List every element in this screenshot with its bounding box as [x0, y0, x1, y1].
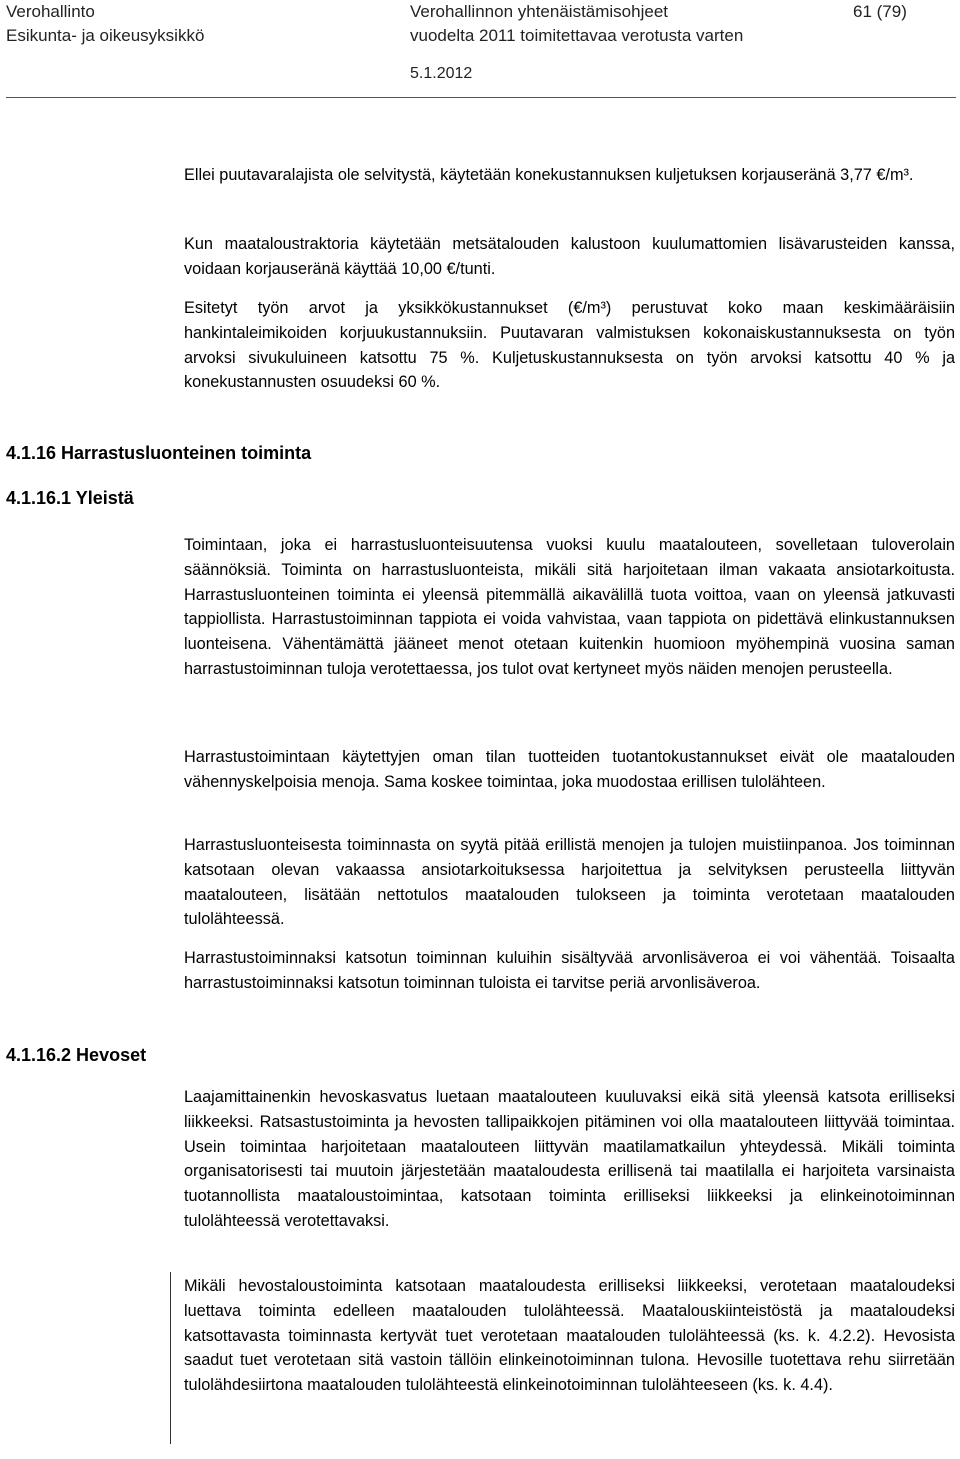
header-doc-title-1: Verohallinnon yhtenäistämisohjeet [410, 2, 669, 21]
header-doc-title-2: vuodelta 2011 toimitettavaa verotusta varten [410, 26, 744, 45]
paragraph-transport-correction: Ellei puutavaralajista ole selvitystä, käytetään konekustannuksen kuljetuksen korjauseränä 3,77 €/m³. [184, 166, 914, 184]
section-heading-4-1-16-2: 4.1.16.2 Hevoset [6, 1045, 147, 1065]
section-heading-4-1-16-1: 4.1.16.1 Yleistä [6, 488, 134, 508]
paragraph-bookkeeping: Harrastusluonteisesta toiminnasta on syytä pitää erillistä menojen ja tulojen muistiinpanoa. Jos toiminnan katsotaan olevan vakaassa ansiotarkoituksessa harjoitettua ja selvityksen perusteella liittyvän maatalouteen, lisätään nettotulos maatalouden tulokseen ja toiminta verotetaan maatalouden tulolähteessä. [184, 836, 955, 929]
header-org: Verohallinto [6, 2, 95, 21]
header-center [410, 0, 743, 86]
header-page-number: 61 (79) [853, 2, 907, 21]
header-unit: Esikunta- ja oikeusyksikkö [6, 26, 205, 45]
paragraph-work-values: Esitetyt työn arvot ja yksikkökustannukset (€/m³) perustuvat koko maan keskimääräisiin hankintaleimikoiden korjuukustannuksiin. Puutavaran valmistuksen kokonaiskustannuksesta on työn arvoksi sivukuluineen katsottu 75 %. Kuljetuskustannuksesta on työn arvoksi katsottu 40 % ja konekustannusten osuudeksi 60 %. [184, 299, 955, 392]
paragraph-own-products: Harrastustoimintaan käytettyjen oman tilan tuotteiden tuotantokustannukset eivät ole maatalouden vähennyskelpoisia menoja. Sama koskee toimintaa, joka muodostaa erillisen tulolähteen. [184, 748, 955, 791]
paragraph-horse-breeding: Laajamittainenkin hevoskasvatus luetaan maatalouteen kuuluvaksi eikä sitä yleensä katsota erilliseksi liikkeeksi. Ratsastustoiminta ja hevosten tallipaikkojen pitäminen voi olla maatalouteen liittyvää toimintaa. Usein toimintaa harjoitetaan maatalouteen liittyvän maatilamatkailun yhteydessä. Mikäli toiminta organisatorisesti tai muutoin järjestetään maataloudesta erillisenä tai maatilalla ei harjoiteta varsinaista tuotannollista maataloustoimintaa, katsotaan toiminta erilliseksi liikkeeksi ja elinkeinotoiminnan tulolähteessä verotettavaksi. [184, 1088, 955, 1230]
header-date: 5.1.2012 [410, 65, 473, 82]
header-divider [6, 97, 956, 98]
paragraph-vat: Harrastustoiminnaksi katsotun toiminnan kuluihin sisältyvää arvonlisäveroa ei voi vähentää. Toisaalta harrastustoiminnaksi katsotun toiminnan tuloista ei tarvitse periä arvonlisäveroa. [184, 949, 955, 992]
revision-bar [170, 1272, 171, 1444]
header-left [6, 0, 204, 48]
paragraph-tractor-correction: Kun maataloustraktoria käytetään metsätalouden kalustoon kuulumattomien lisävarusteiden kanssa, voidaan korjauseränä käyttää 10,00 €/tunti. [184, 235, 955, 278]
paragraph-horse-business: Mikäli hevostaloustoiminta katsotaan maataloudesta erilliseksi liikkeeksi, verotetaan maataloudeksi luettava toiminta edelleen maatalouden tulolähteessä. Maatalouskiinteistöstä ja maataloudeksi katsottavasta toiminnasta kertyvät tuet verotetaan maatalouden tulolähteessä (ks. k. 4.2.2). Hevosista saadut tuet verotetaan sitä vastoin tällöin elinkeinotoiminnan tulona. Hevosille tuotettava rehu siirretään tulolähdesiirtona maatalouden tulolähteestä elinkeinotoiminnan tulolähteeseen (ks. k. 4.4). [184, 1277, 955, 1395]
paragraph-hobby-activity: Toimintaan, joka ei harrastusluonteisuutensa vuoksi kuulu maatalouteen, sovelletaan tuloverolain säännöksiä. Toiminta on harrastusluonteista, mikäli sitä harjoitetaan ilman vakaata ansiotarkoitusta. Harrastusluonteinen toiminta ei yleensä pitemmällä aikavälillä tuota voittoa, vaan on yleensä jatkuvasti tappiollista. Harrastustoiminnan tappiota ei voida vahvistaa, vaan tappiota on pidettävä elinkustannuksen luonteisena. Vähentämättä jääneet menot otetaan kuitenkin huomioon myöhempinä vuosina saman harrastustoiminnan tuloja verotettaessa, jos tulot ovat kertyneet myös näiden menojen perusteella. [184, 536, 955, 678]
section-heading-4-1-16: 4.1.16 Harrastusluonteinen toiminta [6, 443, 312, 463]
